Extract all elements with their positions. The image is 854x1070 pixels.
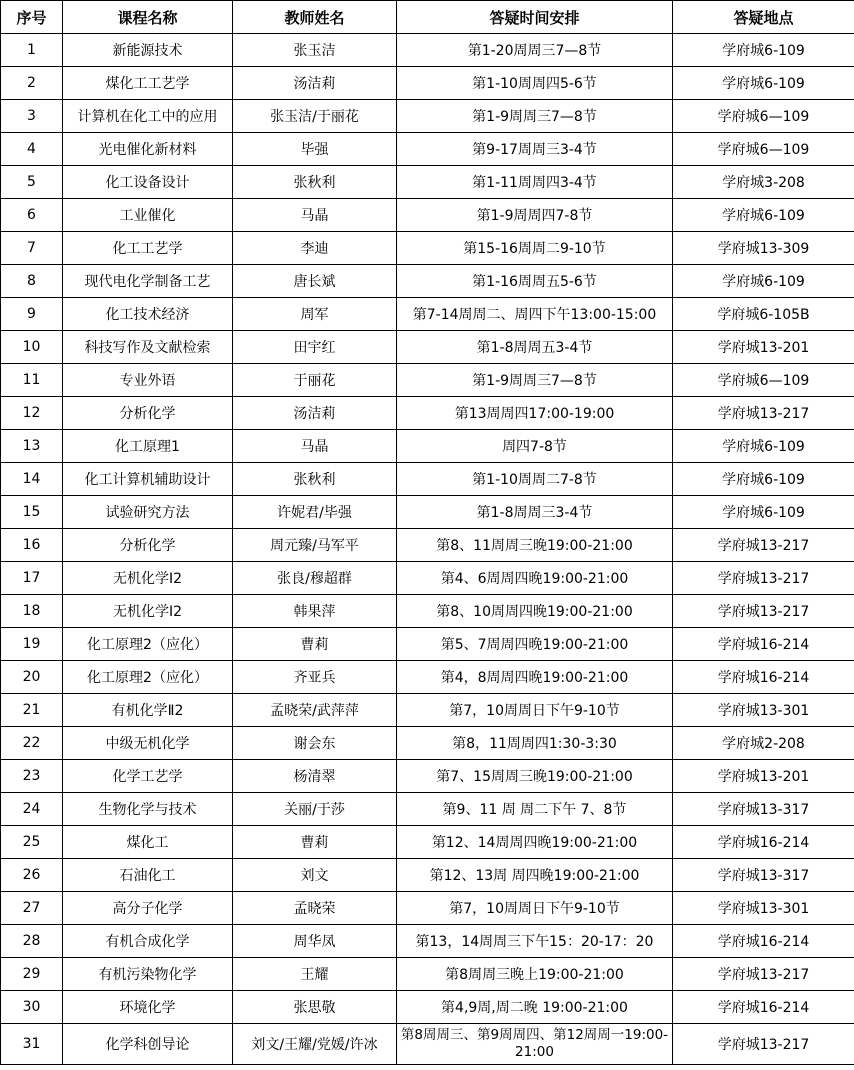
teacher-name-cell: 孟晓荣	[233, 892, 397, 925]
header-location: 答疑地点	[673, 1, 854, 34]
course-name-cell: 试验研究方法	[63, 496, 233, 529]
teacher-name-cell: 马晶	[233, 430, 397, 463]
qa-location-cell: 学府城13-217	[673, 397, 854, 430]
teacher-name-cell: 于丽花	[233, 364, 397, 397]
qa-time-cell: 第8周周三、第9周周四、第12周周一19:00-21:00	[397, 1024, 673, 1065]
row-index-cell: 24	[1, 793, 63, 826]
row-index-cell: 4	[1, 133, 63, 166]
teacher-name-cell: 汤洁莉	[233, 67, 397, 100]
teacher-name-cell: 周华凤	[233, 925, 397, 958]
course-name-cell: 生物化学与技术	[63, 793, 233, 826]
course-name-cell: 化工原理2（应化）	[63, 661, 233, 694]
qa-location-cell: 学府城13-201	[673, 760, 854, 793]
table-row	[1, 727, 854, 760]
teacher-name-cell: 孟晓荣/武萍萍	[233, 694, 397, 727]
teacher-name-cell: 刘文/王耀/党媛/许冰	[233, 1024, 397, 1065]
qa-location-cell: 学府城13-217	[673, 595, 854, 628]
course-name-cell: 现代电化学制备工艺	[63, 265, 233, 298]
qa-time-cell: 第1-16周周五5-6节	[397, 265, 673, 298]
qa-location-cell: 学府城13-309	[673, 232, 854, 265]
teacher-name-cell: 张思敬	[233, 991, 397, 1024]
teacher-name-cell: 王耀	[233, 958, 397, 991]
row-index-cell: 21	[1, 694, 63, 727]
teacher-name-cell: 毕强	[233, 133, 397, 166]
teacher-name-cell: 田宇红	[233, 331, 397, 364]
row-index-cell: 19	[1, 628, 63, 661]
course-name-cell: 煤化工	[63, 826, 233, 859]
qa-time-cell: 第12、14周周四晚19:00-21:00	[397, 826, 673, 859]
table-row	[1, 430, 854, 463]
qa-location-cell: 学府城13-217	[673, 529, 854, 562]
qa-time-cell: 第1-11周周四3-4节	[397, 166, 673, 199]
course-name-cell: 化工技术经济	[63, 298, 233, 331]
course-name-cell: 新能源技术	[63, 34, 233, 67]
table-row	[1, 529, 854, 562]
table-row	[1, 397, 854, 430]
row-index-cell: 12	[1, 397, 63, 430]
qa-time-cell: 第1-20周周三7—8节	[397, 34, 673, 67]
qa-time-cell: 第7，10周周日下午9-10节	[397, 694, 673, 727]
course-name-cell: 有机合成化学	[63, 925, 233, 958]
header-index: 序号	[1, 1, 63, 34]
course-name-cell: 分析化学	[63, 529, 233, 562]
qa-location-cell: 学府城6-109	[673, 34, 854, 67]
row-index-cell: 14	[1, 463, 63, 496]
course-name-cell: 计算机在化工中的应用	[63, 100, 233, 133]
table-row	[1, 628, 854, 661]
row-index-cell: 18	[1, 595, 63, 628]
header-teacher: 教师姓名	[233, 1, 397, 34]
table-row	[1, 793, 854, 826]
qa-time-cell: 第13，14周周三下午15：20-17：20	[397, 925, 673, 958]
course-name-cell: 高分子化学	[63, 892, 233, 925]
qa-location-cell: 学府城6-109	[673, 496, 854, 529]
row-index-cell: 26	[1, 859, 63, 892]
table-row	[1, 892, 854, 925]
teacher-name-cell: 张秋利	[233, 463, 397, 496]
qa-location-cell: 学府城6—109	[673, 364, 854, 397]
table-row	[1, 661, 854, 694]
qa-time-cell: 第4、6周周四晚19:00-21:00	[397, 562, 673, 595]
course-name-cell: 化工原理2（应化）	[63, 628, 233, 661]
row-index-cell: 9	[1, 298, 63, 331]
table-row	[1, 166, 854, 199]
qa-location-cell: 学府城13-217	[673, 958, 854, 991]
header-row	[1, 1, 854, 34]
teacher-name-cell: 李迪	[233, 232, 397, 265]
course-name-cell: 无机化学Ⅰ2	[63, 562, 233, 595]
qa-location-cell: 学府城16-214	[673, 628, 854, 661]
table-row	[1, 958, 854, 991]
header-course: 课程名称	[63, 1, 233, 34]
qa-time-cell: 第1-10周周二7-8节	[397, 463, 673, 496]
table-row	[1, 925, 854, 958]
row-index-cell: 29	[1, 958, 63, 991]
row-index-cell: 5	[1, 166, 63, 199]
qa-location-cell: 学府城6—109	[673, 100, 854, 133]
course-name-cell: 化工原理1	[63, 430, 233, 463]
course-name-cell: 专业外语	[63, 364, 233, 397]
qa-time-cell: 第8周周三晚上19:00-21:00	[397, 958, 673, 991]
qa-location-cell: 学府城13-301	[673, 694, 854, 727]
qa-location-cell: 学府城13-201	[673, 331, 854, 364]
row-index-cell: 22	[1, 727, 63, 760]
table-row	[1, 694, 854, 727]
qa-location-cell: 学府城2-208	[673, 727, 854, 760]
qa-location-cell: 学府城16-214	[673, 661, 854, 694]
qa-location-cell: 学府城6-109	[673, 430, 854, 463]
table-row	[1, 199, 854, 232]
teacher-name-cell: 马晶	[233, 199, 397, 232]
course-name-cell: 化学科创导论	[63, 1024, 233, 1065]
course-name-cell: 有机污染物化学	[63, 958, 233, 991]
qa-location-cell: 学府城6—109	[673, 133, 854, 166]
teacher-name-cell: 齐亚兵	[233, 661, 397, 694]
qa-location-cell: 学府城13-317	[673, 793, 854, 826]
teacher-name-cell: 张玉洁	[233, 34, 397, 67]
qa-time-cell: 第1-9周周三7—8节	[397, 364, 673, 397]
row-index-cell: 25	[1, 826, 63, 859]
course-name-cell: 分析化学	[63, 397, 233, 430]
qa-time-cell: 第8，11周周四1:30-3:30	[397, 727, 673, 760]
table-row	[1, 67, 854, 100]
teacher-name-cell: 张玉洁/于丽花	[233, 100, 397, 133]
table-row	[1, 496, 854, 529]
course-name-cell: 工业催化	[63, 199, 233, 232]
course-name-cell: 化工计算机辅助设计	[63, 463, 233, 496]
row-index-cell: 28	[1, 925, 63, 958]
qa-time-cell: 第7、15周周三晚19:00-21:00	[397, 760, 673, 793]
row-index-cell: 10	[1, 331, 63, 364]
qa-time-cell: 第8、10周周四晚19:00-21:00	[397, 595, 673, 628]
qa-time-cell: 第5、7周周四晚19:00-21:00	[397, 628, 673, 661]
qa-time-cell: 第1-10周周四5-6节	[397, 67, 673, 100]
header-time: 答疑时间安排	[397, 1, 673, 34]
qa-location-cell: 学府城6-105B	[673, 298, 854, 331]
row-index-cell: 27	[1, 892, 63, 925]
table-row	[1, 331, 854, 364]
teacher-name-cell: 张秋利	[233, 166, 397, 199]
table-row	[1, 760, 854, 793]
table-row	[1, 34, 854, 67]
teacher-name-cell: 周军	[233, 298, 397, 331]
qa-location-cell: 学府城13-301	[673, 892, 854, 925]
teacher-name-cell: 刘文	[233, 859, 397, 892]
course-name-cell: 中级无机化学	[63, 727, 233, 760]
teacher-name-cell: 许妮君/毕强	[233, 496, 397, 529]
qa-time-cell: 第7，10周周日下午9-10节	[397, 892, 673, 925]
row-index-cell: 3	[1, 100, 63, 133]
row-index-cell: 30	[1, 991, 63, 1024]
table-row	[1, 232, 854, 265]
qa-location-cell: 学府城6-109	[673, 199, 854, 232]
row-index-cell: 16	[1, 529, 63, 562]
table-row	[1, 595, 854, 628]
qa-location-cell: 学府城16-214	[673, 925, 854, 958]
qa-time-cell: 第8、11周周三晚19:00-21:00	[397, 529, 673, 562]
table-body	[1, 34, 854, 1065]
course-name-cell: 有机化学Ⅱ2	[63, 694, 233, 727]
teacher-name-cell: 汤洁莉	[233, 397, 397, 430]
qa-time-cell: 第4，8周周四晚19:00-21:00	[397, 661, 673, 694]
qa-time-cell: 第1-8周周三3-4节	[397, 496, 673, 529]
table-row	[1, 991, 854, 1024]
row-index-cell: 23	[1, 760, 63, 793]
qa-time-cell: 第7-14周周二、周四下午13:00-15:00	[397, 298, 673, 331]
table-row	[1, 133, 854, 166]
qa-location-cell: 学府城13-317	[673, 859, 854, 892]
teacher-name-cell: 韩果萍	[233, 595, 397, 628]
table-row	[1, 562, 854, 595]
teacher-name-cell: 周元臻/马军平	[233, 529, 397, 562]
course-name-cell: 化学工艺学	[63, 760, 233, 793]
row-index-cell: 31	[1, 1024, 63, 1065]
row-index-cell: 1	[1, 34, 63, 67]
table-row	[1, 1024, 854, 1065]
qa-time-cell: 第9、11 周 周二下午 7、8节	[397, 793, 673, 826]
table-row	[1, 463, 854, 496]
course-name-cell: 石油化工	[63, 859, 233, 892]
teacher-name-cell: 曹莉	[233, 628, 397, 661]
row-index-cell: 15	[1, 496, 63, 529]
teacher-name-cell: 杨清翠	[233, 760, 397, 793]
table-row	[1, 265, 854, 298]
course-name-cell: 环境化学	[63, 991, 233, 1024]
qa-location-cell: 学府城16-214	[673, 826, 854, 859]
table-row	[1, 364, 854, 397]
table-row	[1, 298, 854, 331]
row-index-cell: 17	[1, 562, 63, 595]
teacher-name-cell: 唐长斌	[233, 265, 397, 298]
row-index-cell: 13	[1, 430, 63, 463]
qa-location-cell: 学府城13-217	[673, 562, 854, 595]
course-name-cell: 化工工艺学	[63, 232, 233, 265]
qa-time-cell: 第1-9周周四7-8节	[397, 199, 673, 232]
qa-time-cell: 第4,9周,周二晚 19:00-21:00	[397, 991, 673, 1024]
qa-time-cell: 周四7-8节	[397, 430, 673, 463]
table-row	[1, 826, 854, 859]
row-index-cell: 2	[1, 67, 63, 100]
row-index-cell: 7	[1, 232, 63, 265]
row-index-cell: 6	[1, 199, 63, 232]
qa-location-cell: 学府城13-217	[673, 1024, 854, 1065]
teacher-name-cell: 曹莉	[233, 826, 397, 859]
teacher-name-cell: 谢会东	[233, 727, 397, 760]
teacher-name-cell: 张良/穆超群	[233, 562, 397, 595]
table-row	[1, 859, 854, 892]
course-name-cell: 化工设备设计	[63, 166, 233, 199]
qa-time-cell: 第15-16周周二9-10节	[397, 232, 673, 265]
row-index-cell: 11	[1, 364, 63, 397]
row-index-cell: 8	[1, 265, 63, 298]
qa-time-cell: 第9-17周周三3-4节	[397, 133, 673, 166]
qa-time-cell: 第1-9周周三7—8节	[397, 100, 673, 133]
qa-location-cell: 学府城6-109	[673, 265, 854, 298]
course-name-cell: 无机化学Ⅰ2	[63, 595, 233, 628]
course-name-cell: 煤化工工艺学	[63, 67, 233, 100]
qa-time-cell: 第12、13周 周四晚19:00-21:00	[397, 859, 673, 892]
qa-location-cell: 学府城6-109	[673, 463, 854, 496]
course-name-cell: 科技写作及文献检索	[63, 331, 233, 364]
qa-time-cell: 第13周周四17:00-19:00	[397, 397, 673, 430]
teacher-name-cell: 关丽/于莎	[233, 793, 397, 826]
qa-location-cell: 学府城6-109	[673, 67, 854, 100]
course-name-cell: 光电催化新材料	[63, 133, 233, 166]
table-row	[1, 100, 854, 133]
qa-location-cell: 学府城3-208	[673, 166, 854, 199]
qa-location-cell: 学府城16-214	[673, 991, 854, 1024]
row-index-cell: 20	[1, 661, 63, 694]
qa-time-cell: 第1-8周周五3-4节	[397, 331, 673, 364]
